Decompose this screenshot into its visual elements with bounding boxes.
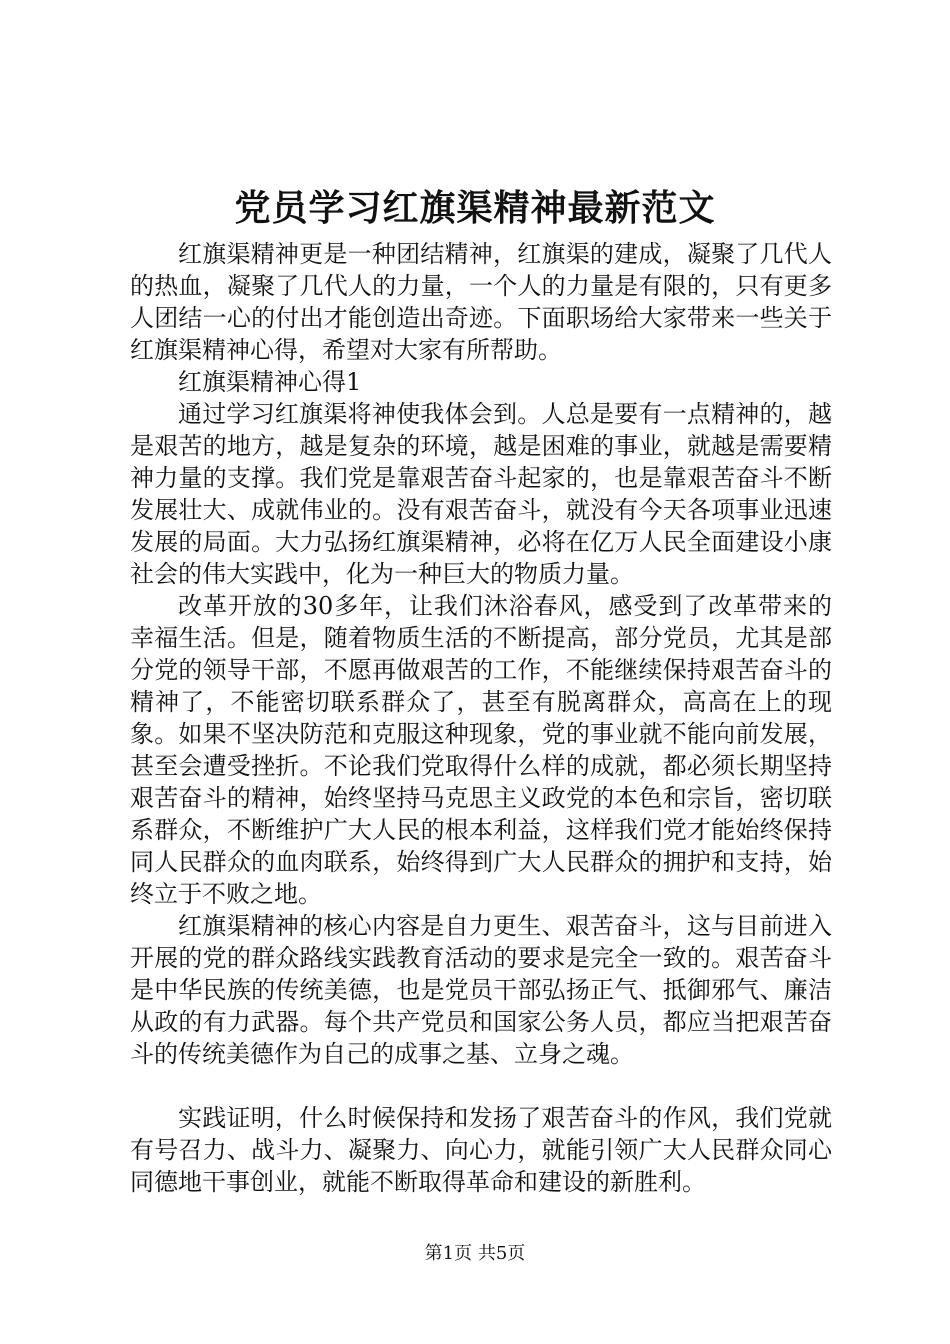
paragraph-body: 红旗渠精神的核心内容是自力更生、艰苦奋斗，这与目前进入开展的党的群众路线实践教育活动的要求是完全一致的。艰苦奋斗是中华民族的传统美德，也是党员干部弘扬正气、抵御邪气、廉洁从政的有力武器。每个共产党员和国家公务人员，都应当把艰苦奋斗的传统美德作为自己的成事之基、立身之魂。 (130, 912, 832, 1068)
paragraph-body: 改革开放的30多年，让我们沐浴春风，感受到了改革带来的幸福生活。但是，随着物质生活的不断提高，部分党员，尤其是部分党的领导干部，不愿再做艰苦的工作，不能继续保持艰苦奋斗的精神了，不能密切联系群众了，甚至有脱离群众，高高在上的现象。如果不坚决防范和克服这种现象，党的事业就不能向前发展，甚至会遭受挫折。不论我们党取得什么样的成就，都必须长期坚持艰苦奋斗的精神，始终坚持马克思主义政党的本色和宗旨，密切联系群众，不断维护广大人民的根本利益，这样我们党才能始终保持同人民群众的血肉联系，始终得到广大人民群众的拥护和支持，始终立于不败之地。 (130, 592, 832, 908)
page-footer: 第1页 共5页 (424, 1243, 526, 1264)
section-heading: 红旗渠精神心得1 (178, 368, 362, 396)
paragraph-intro: 红旗渠精神更是一种团结精神，红旗渠的建成，凝聚了几代人的热血，凝聚了几代人的力量，一个人的力量是有限的，只有更多人团结一心的付出才能创造出奇迹。下面职场给大家带来一些关于红旗渠精神心得，希望对大家有所帮助。 (130, 240, 832, 364)
paragraph-body: 实践证明，什么时候保持和发扬了艰苦奋斗的作风，我们党就有号召力、战斗力、凝聚力、向心力，就能引领广大人民群众同心同德地干事创业，就能不断取得革命和建设的新胜利。 (130, 1104, 832, 1196)
document-body (130, 238, 832, 1198)
document-title: 党员学习红旗渠精神最新范文 (234, 187, 716, 229)
paragraph-body: 通过学习红旗渠将神使我体会到。人总是要有一点精神的，越是艰苦的地方，越是复杂的环境，越是困难的事业，就越是需要精神力量的支撑。我们党是靠艰苦奋斗起家的，也是靠艰苦奋斗不断发展壮大、成就伟业的。没有艰苦奋斗，就没有今天各项事业迅速发展的局面。大力弘扬红旗渠精神，必将在亿万人民全面建设小康社会的伟大实践中，化为一种巨大的物质力量。 (130, 400, 832, 588)
